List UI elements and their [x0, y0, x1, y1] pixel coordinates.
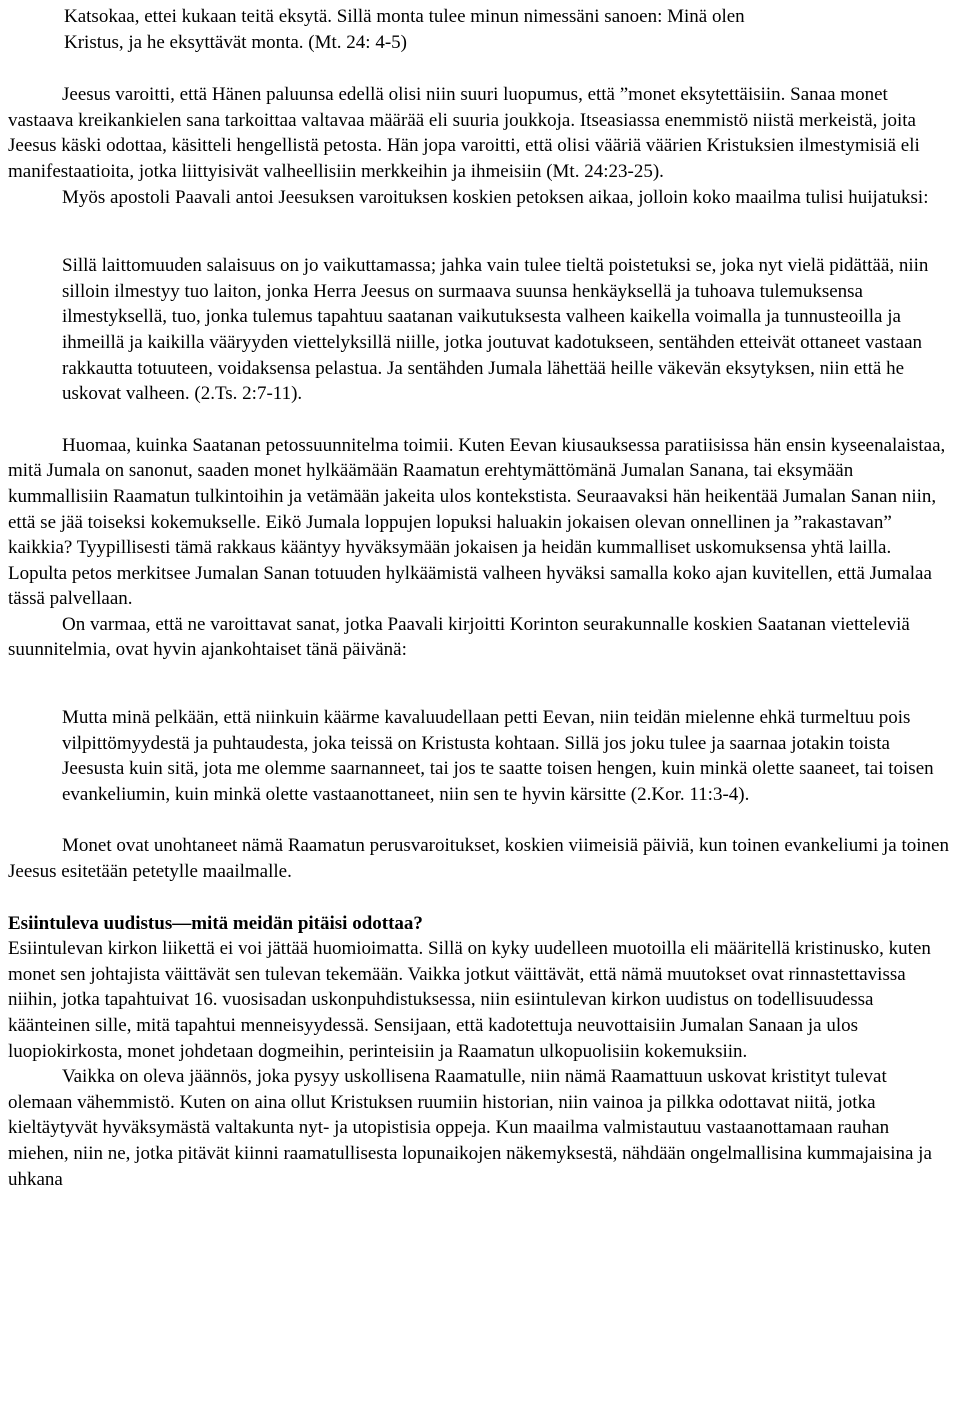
intro-quote-line-2: Kristus, ja he eksyttävät monta. (Mt. 24: 4-5): [64, 31, 407, 53]
block-quote-thessalonians: Sillä laittomuuden salaisuus on jo vaikuttamassa; jahka vain tulee tieltä poistetuksi se, joka nyt vielä pidättää, niin silloin ilmestyy tuo laiton, jonka Herra Jeesus on surmaava suunsa henkäyksellä ja tuhoava tulemuksensa ilmestyksellä, tuo, jonka tulemus tapahtuu saatanan vaikutuksesta valheen kaikella voimalla ja tunnusteoilla ja ihmeillä ja kaikilla vääryyden viettelyksillä niille, jotka joutuvat kadotukseen, sentähden etteivät ottaneet vastaan rakkautta totuuteen, voidaksensa pelastua. Ja sentähden Jumala lähettää heille väkevän eksytyksen, niin että he uskovat valheen. (2.Ts. 2:7-11).: [62, 255, 929, 405]
section-heading: Esiintuleva uudistus—mitä meidän pitäisi odottaa?: [8, 912, 423, 934]
paragraph-warning: Jeesus varoitti, että Hänen paluunsa edellä olisi niin suuri luopumus, että ”monet eksytettäisiin. Sanaa monet vastaava kreikankielen sana tarkoittaa valtavaa määrää eli suuria joukkoja. Itseasiassa enemmistö niistä merkeistä, joita Jeesus käski odottaa, käsitteli hengellistä petosta. Hän jopa varoitti, että olisi vääriä väärien Kristuksien ilmestymisiä eli manifestaatioita, jotka liittyisivät valheellisiin merkkeihin ja ihmeisiin (Mt. 24:23-25).: [8, 84, 920, 182]
paragraph-satan-plan: Huomaa, kuinka Saatanan petossuunnitelma toimii. Kuten Eevan kiusauksessa paratiisissa hän ensin kyseenalaistaa, mitä Jumala on sanonut, saaden monet hylkäämään Raamatun erehtymättömänä Jumalan Sanana, tai eksymään kummallisiin Raamatun tulkintoihin ja vetämään jakeita ulos kontekstista. Seuraavaksi hän heikentää Jumalan Sanan niin, että se jää toiseksi kokemukselle. Eikö Jumala loppujen lopuksi haluakin jokaisen olevan onnellinen ja ”rakastavan” kaikkia? Tyypillisesti tämä rakkaus kääntyy hyväksymään jokaisen ja heidän kummalliset uskomuksensa yhtä lailla. Lopulta petos merkitsee Jumalan Sanan totuuden hylkäämistä valheen hyväksi samalla koko ajan kuvitellen, että Jumalaa tässä palvellaan.: [8, 434, 946, 610]
paragraph-emerging-church: Esiintulevan kirkon liikettä ei voi jättää huomioimatta. Sillä on kyky uudelleen muotoilla eli määritellä kristinusko, kuten monet sen johtajista väittävät sen tulevan tekemään. Vaikka jotkut väittävät, että nämä muutokset ovat rinnastettavissa niihin, jotka tapahtuivat 16. vuosisadan uskonpuhdistuksessa, niin esiintulevan kirkon uudistus on todellisuudessa käänteinen sille, mitä tapahtui menneisyydessä. Sensijaan, että kadotettuja neuvottaisiin Jumalan Sanaan ja ulos luopiokirkosta, monet johdetaan dogmeihin, perinteisiin ja Raamatun ulkopuolisiin kokemuksiin.: [8, 938, 931, 1062]
paragraph-paul: Myös apostoli Paavali antoi Jeesuksen varoituksen koskien petoksen aikaa, jolloin koko maailma tulisi huijatuksi:: [62, 186, 929, 208]
paragraph-forgotten-warnings: Monet ovat unohtaneet nämä Raamatun perusvaroitukset, koskien viimeisiä päiviä, kun toinen evankeliumi ja toinen Jeesus esitetään petetylle maailmalle.: [8, 835, 949, 883]
document-page: [8, 0, 952, 1192]
intro-quote-line-1: Katsokaa, ettei kukaan teitä eksytä. Sillä monta tulee minun nimessäni sanoen: Minä olen: [64, 6, 745, 27]
paragraph-corinth: On varmaa, että ne varoittavat sanat, jotka Paavali kirjoitti Korinton seurakunnalle koskien Saatanan vietteleviä suunnitelmia, ovat hyvin ajankohtaiset tänä päivänä:: [8, 613, 910, 661]
paragraph-remnant: Vaikka on oleva jäännös, joka pysyy uskollisena Raamatulle, niin nämä Raamattuun uskovat kristityt tulevat olemaan vähemmistö. Kuten on aina ollut Kristuksen ruumiin historian, niin vainoa ja pilkka odottavat niitä, jotka kieltäytyvät hyväksymästä valtakunta nyt- ja utopistisia oppeja. Kun maailma valmistautuu vastaanottamaan rauhan miehen, niin ne, jotka pitävät kiinni raamatullisesta lopunaikojen näkemyksestä, nähdään ongelmallisina kummajaisina ja uhkana: [8, 1066, 932, 1190]
block-quote-corinthians: Mutta minä pelkään, että niinkuin käärme kavaluudellaan petti Eevan, niin teidän mielenne ehkä turmeltuu pois vilpittömyydestä ja puhtaudesta, joka teissä on Kristusta kohtaan. Sillä jos joku tulee ja saarnaa jotakin toista Jeesusta kuin sitä, jota me olemme saarnanneet, tai jos te saatte toisen hengen, kuin minkä olette saaneet, tai toisen evankeliumin, kuin minkä olette vastaanottaneet, niin sen te hyvin kärsitte (2.Kor. 11:3-4).: [62, 707, 934, 805]
